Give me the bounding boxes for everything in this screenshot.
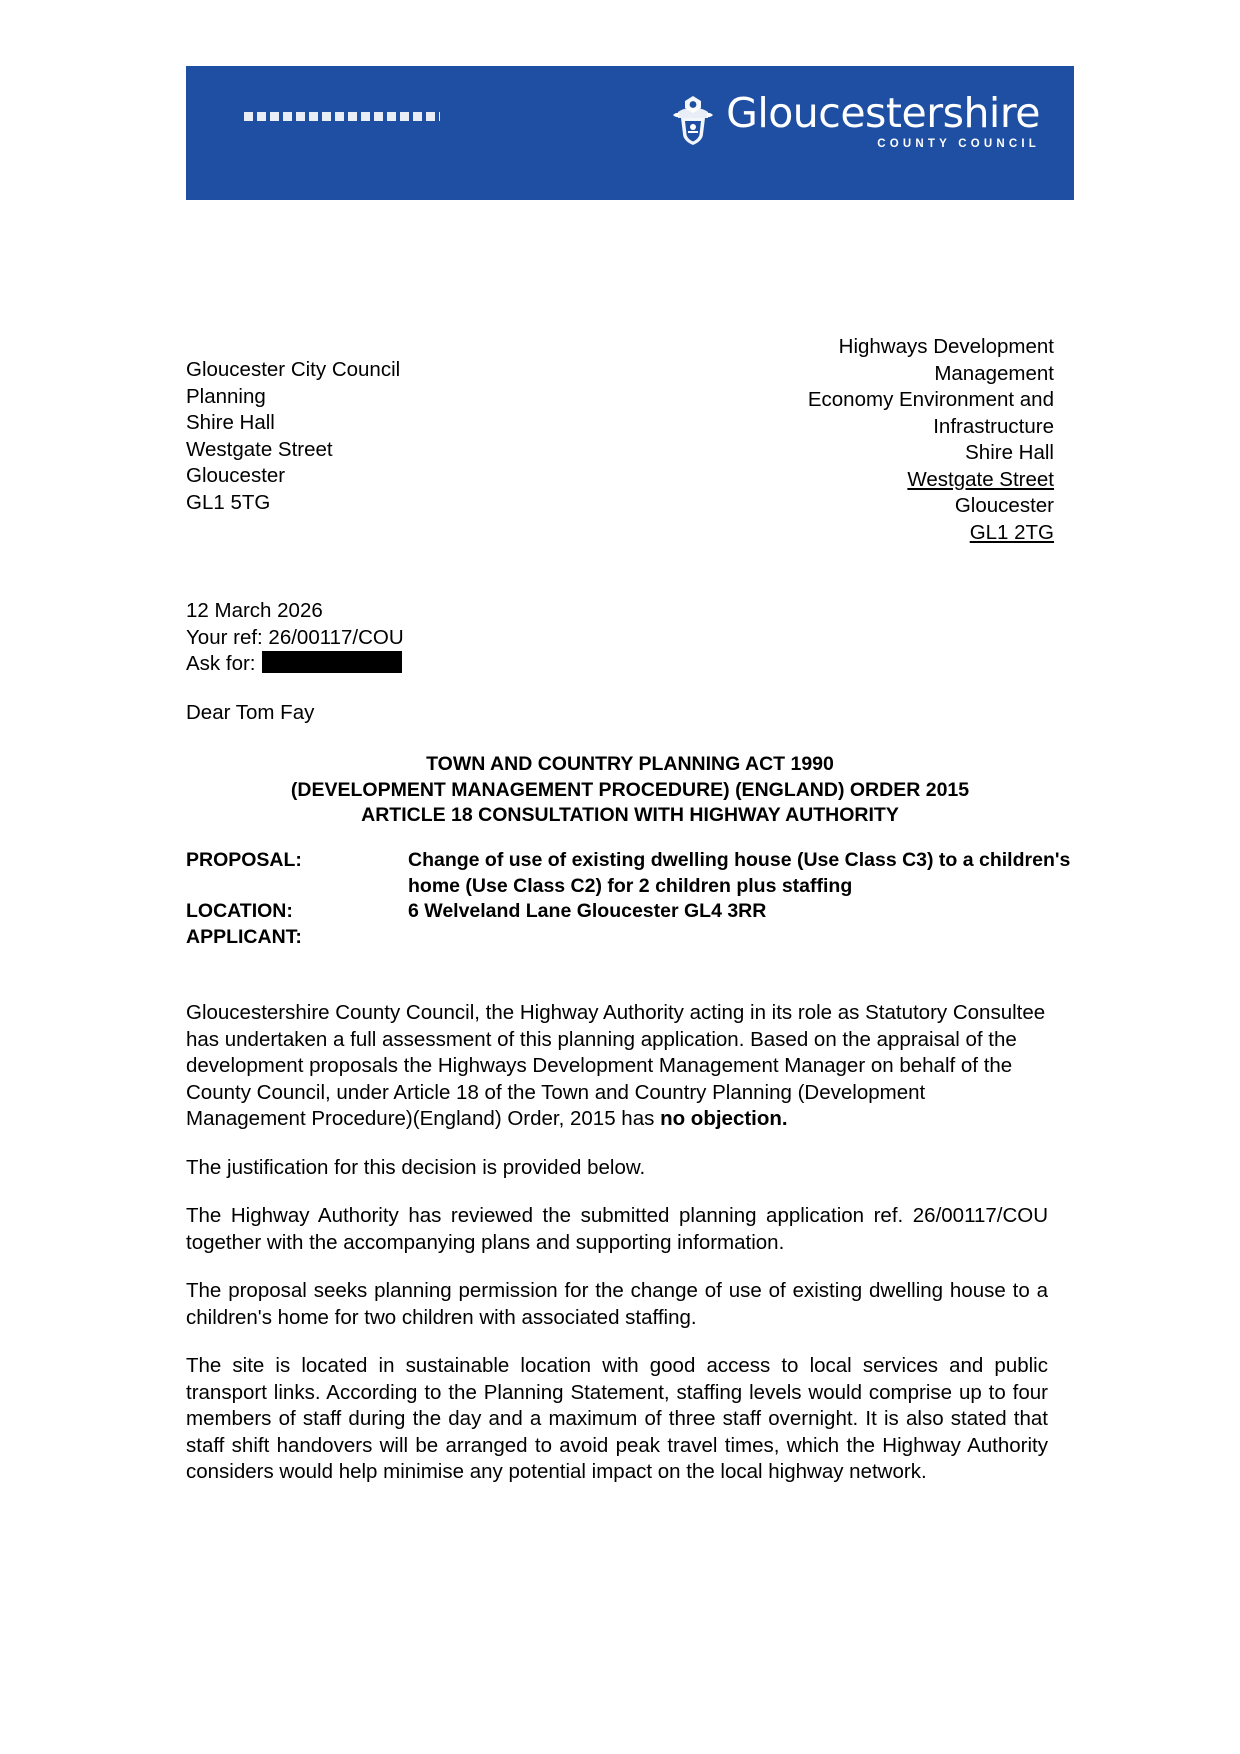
sender-postcode-underlined: GL1 2TG [969, 520, 1054, 544]
document-title [186, 752, 1074, 829]
logo-title: Gloucestershire [726, 89, 1040, 137]
sender-address-line: Infrastructure [933, 414, 1054, 438]
logo-text-block [726, 89, 1040, 150]
body-paragraph-5: The site is located in sustainable location with good access to local services and public transport links. According to the Planning Statement, staffing levels would comprise up to four members of staff during the day and a maximum of three staff overnight. It is also stated that staff shift handovers will be arranged to avoid peak travel times, which the Highway Authority considers would help minimise any potential impact on the local highway network. [186, 1354, 1048, 1483]
title-line: (DEVELOPMENT MANAGEMENT PROCEDURE) (ENGLAND) ORDER 2015 [290, 778, 970, 801]
reference-block [186, 598, 404, 678]
sender-street-underlined: Westgate Street [907, 467, 1054, 491]
sender-address-line [634, 520, 1054, 547]
proposal-value: Change of use of existing dwelling house (Use Class C3) to a children's home (Use Class C2) for 2 children plus staffing [408, 849, 1071, 897]
recipient-address-line: Planning [186, 384, 266, 408]
sender-address-line [634, 467, 1054, 494]
letter-body [186, 1000, 1048, 1508]
title-line: ARTICLE 18 CONSULTATION WITH HIGHWAY AUTHORITY [361, 804, 899, 826]
applicant-value [408, 925, 1074, 951]
ask-for-label: Ask for: [186, 652, 256, 675]
sender-address-line: Gloucester [954, 494, 1054, 517]
your-ref: Your ref: 26/00117/COU [186, 625, 404, 649]
title-line: TOWN AND COUNTRY PLANNING ACT 1990 [426, 753, 834, 775]
location-value: 6 Welveland Lane Gloucester GL4 3RR [408, 900, 767, 922]
no-objection-emphasis: no objection. [660, 1107, 788, 1130]
sender-address [634, 334, 1054, 546]
applicant-row [186, 925, 1074, 951]
council-logo [668, 89, 1040, 150]
coat-of-arms-icon [668, 94, 718, 146]
recipient-address-line: Westgate Street [186, 437, 333, 461]
recipient-address [186, 357, 400, 516]
redacted-name-block [262, 651, 402, 673]
applicant-label: APPLICANT: [186, 925, 302, 948]
logo-subtitle: COUNTY COUNCIL [877, 138, 1040, 150]
application-details [186, 848, 1074, 950]
location-row [186, 899, 1074, 925]
recipient-address-line: GL1 5TG [186, 490, 271, 514]
logo-dash-rule [244, 112, 440, 121]
body-paragraph-4: The proposal seeks planning permission for the change of use of existing dwelling house to a children's home for two children with associated staffing. [186, 1279, 1048, 1329]
ask-for-row [186, 651, 404, 678]
body-paragraph-2: The justification for this decision is provided below. [186, 1155, 646, 1179]
recipient-address-line: Shire Hall [186, 411, 275, 434]
sender-address-line: Shire Hall [965, 441, 1054, 464]
sender-address-line: Highways Development [838, 335, 1054, 358]
sender-address-line: Management [934, 361, 1054, 385]
body-paragraph-3: The Highway Authority has reviewed the submitted planning application ref. 26/00117/COU together with the accompanying plans and supporting information. [186, 1204, 1048, 1254]
sender-address-line: Economy Environment and [807, 388, 1054, 411]
salutation: Dear Tom Fay [186, 701, 315, 724]
header-banner [186, 66, 1074, 200]
location-label: LOCATION: [186, 900, 293, 922]
letter-date: 12 March 2026 [186, 599, 323, 622]
body-paragraph-1-text: Gloucestershire County Council, the Highway Authority acting in its role as Statutory Consultee has undertaken a full assessment of this planning application. Based on the appraisal of the development proposals the Highways Development Management Manager on behalf of the County Council, under Article 18 of the Town and Country Planning (Development Management Procedure)(England) Order, 2015 has [186, 1001, 1046, 1130]
recipient-address-line: Gloucester [186, 464, 286, 487]
body-paragraph-1 [186, 1000, 1048, 1133]
proposal-label: PROPOSAL: [186, 849, 302, 871]
proposal-row [186, 848, 1074, 899]
recipient-address-line: Gloucester City Council [186, 358, 401, 381]
